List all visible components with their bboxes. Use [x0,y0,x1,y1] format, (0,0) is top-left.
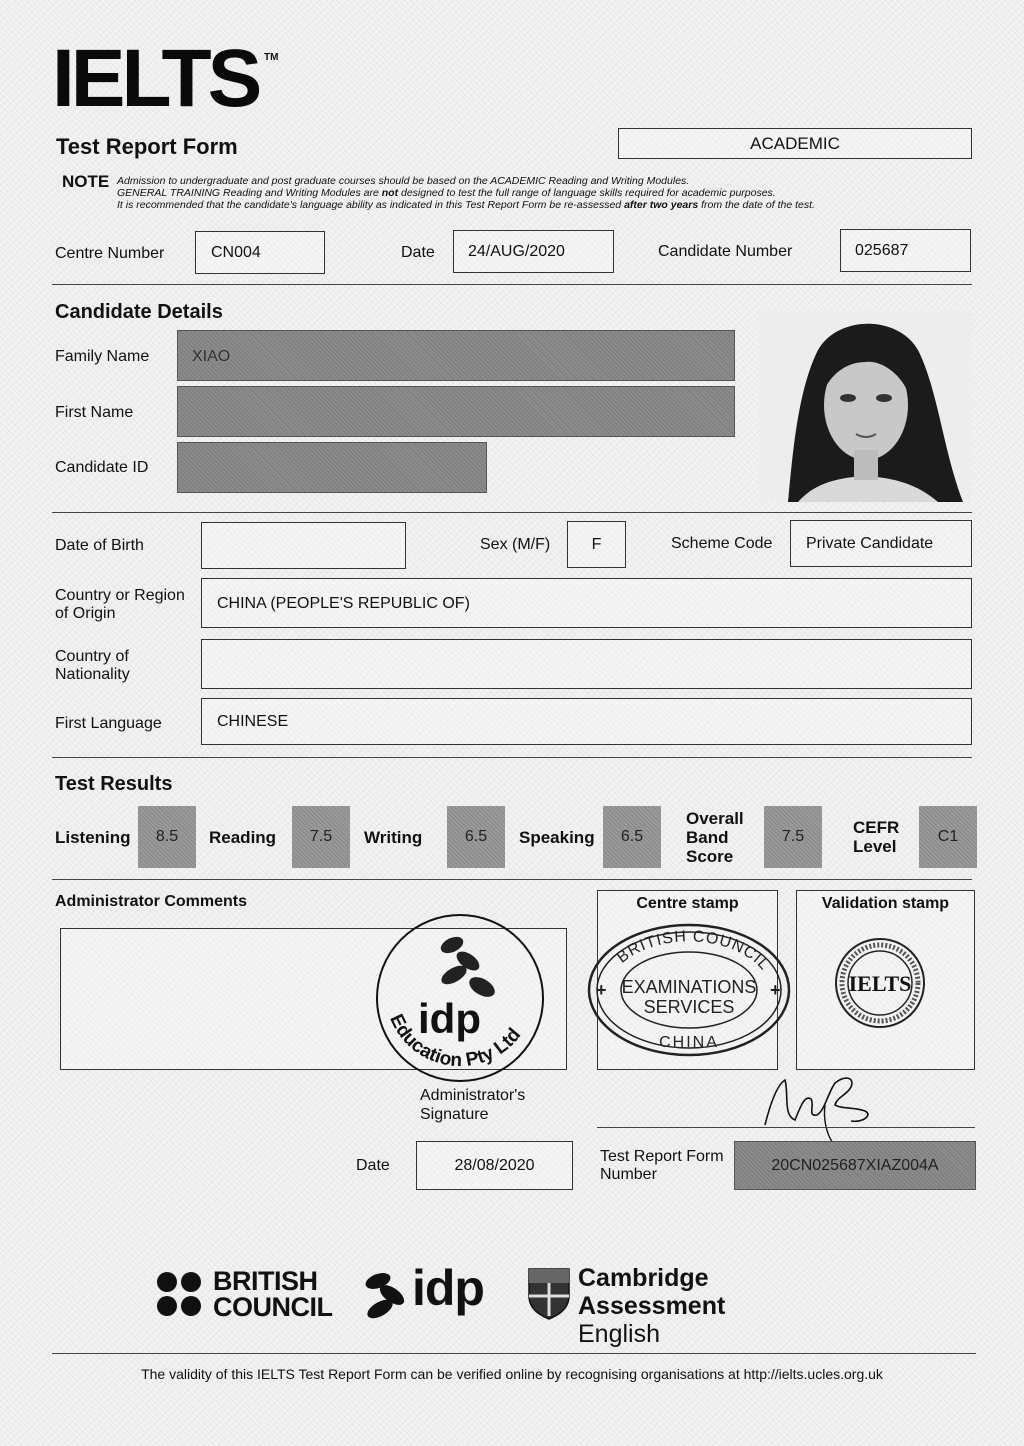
candidate-number-value: 025687 [855,242,909,259]
divider [52,284,972,285]
bc-stamp-mid2: SERVICES [643,997,735,1017]
scheme-code-label: Scheme Code [671,535,773,552]
svg-text:+: + [770,980,781,1000]
reading-label: Reading [209,828,277,847]
writing-score: 6.5 [447,806,505,868]
sex-label: Sex (M/F) [480,536,551,553]
scheme-code-field [790,520,972,567]
signature-label: Administrator's Signature [420,1087,526,1123]
cambridge-shield-icon [526,1266,572,1320]
speaking-label: Speaking [519,828,595,847]
test-results-heading: Test Results [55,773,173,795]
first-name-label: First Name [55,404,134,421]
issue-date-label: Date [356,1157,390,1174]
nationality-label: Country of Nationality [55,648,130,683]
centre-number-field [195,231,325,274]
writing-label: Writing [364,828,423,847]
british-council-line1: BRITISH [213,1266,318,1296]
svg-text:+: + [596,980,607,1000]
idp-logo-text: idp [412,1260,484,1316]
issue-date-field [416,1141,573,1190]
sex-value: F [591,536,602,553]
british-council-logo [155,1266,333,1322]
handwritten-signature [755,1065,885,1145]
divider [52,879,972,880]
idp-stamp-text: Education Pty Ltd [385,1011,526,1072]
candidate-id-label: Candidate ID [55,459,149,476]
origin-field [201,578,972,628]
bc-stamp-top: BRITISH COUNCIL [613,928,774,974]
ielts-logo [52,33,279,124]
test-date-label: Date [401,244,435,261]
origin-label: Country or Region of Origin [55,587,185,622]
trf-number-label: Test Report Form Number [600,1148,724,1183]
family-name-value: XIAO [192,348,231,365]
first-language-field [201,698,972,745]
cefr-level-label: CEFR Level [853,818,900,856]
trf-number-field [734,1141,976,1190]
first-name-field-redacted [177,386,735,437]
candidate-number-label: Candidate Number [658,243,793,260]
divider [52,757,972,758]
british-council-line2: COUNCIL [213,1292,333,1322]
idp-stamp-brand: idp [418,995,481,1042]
validation-seal [832,937,928,1029]
idp-stamp [370,913,550,1083]
candidate-details-heading: Candidate Details [55,301,223,323]
first-language-value: CHINESE [217,713,289,730]
validation-seal-text: IELTS [848,971,912,996]
candidate-photo [758,310,972,502]
dob-label: Date of Birth [55,537,144,554]
trademark-mark: TM [264,52,279,63]
note-text [117,175,947,211]
cambridge-line1: Cambridge Assessment [578,1264,726,1320]
family-name-label: Family Name [55,348,150,365]
centre-number-value: CN004 [211,244,261,261]
admin-comments-label: Administrator Comments [55,893,248,910]
overall-band-label: Overall Band Score [686,809,744,866]
speaking-score: 6.5 [603,806,661,868]
family-name-field [177,330,735,381]
candidate-number-field [840,229,971,272]
cambridge-line2: English [578,1320,660,1348]
issue-date-value: 28/08/2020 [454,1157,535,1174]
scheme-code-value: Private Candidate [806,535,934,552]
british-council-dots-icon [155,1270,207,1318]
sex-field [567,521,626,568]
first-language-label: First Language [55,715,162,732]
footer-divider [52,1353,976,1354]
validity-statement: The validity of this IELTS Test Report Form can be verified online by recognising organisations at http://ielts.ucles.org.uk [141,1366,883,1382]
module-value: ACADEMIC [750,134,840,153]
note-line-1: Admission to undergraduate and post graduate courses should be based on the ACADEMIC Reading and Writing Modules. [117,175,690,187]
validation-stamp-label: Validation stamp [821,895,950,912]
nationality-field [201,639,972,689]
module-field [618,128,972,159]
british-council-stamp [584,920,794,1060]
dob-field [201,522,406,569]
cambridge-logo [526,1264,856,1348]
note-label: NOTE [62,172,110,191]
bc-stamp-mid1: EXAMINATIONS [621,977,757,997]
candidate-id-field-redacted [177,442,487,493]
note-line-2: GENERAL TRAINING Reading and Writing Modules are not designed to test the full range of language skills required for academic purposes. [117,187,776,199]
test-date-field [453,230,614,273]
reading-score: 7.5 [292,806,350,868]
signature-line [597,1127,975,1128]
trf-number-value: 20CN025687XIAZ004A [771,1157,939,1174]
origin-value: CHINA (PEOPLE'S REPUBLIC OF) [217,595,470,612]
form-title: Test Report Form [56,134,238,159]
centre-stamp-label: Centre stamp [636,895,739,912]
cefr-level-value: C1 [919,806,977,868]
idp-logo [362,1260,492,1325]
overall-band-score: 7.5 [764,806,822,868]
idp-leaf-icon [362,1269,412,1321]
test-date-value: 24/AUG/2020 [468,243,565,260]
divider [52,512,972,513]
centre-number-label: Centre Number [55,245,165,262]
ielts-logo-text: IELTS [52,33,259,124]
listening-label: Listening [55,828,131,847]
note-line-3: It is recommended that the candidate's language ability as indicated in this Test Report Form be re-assessed after two years from the date of the test. [117,199,815,211]
listening-score: 8.5 [138,806,196,868]
bc-stamp-bottom: CHINA [659,1034,719,1051]
